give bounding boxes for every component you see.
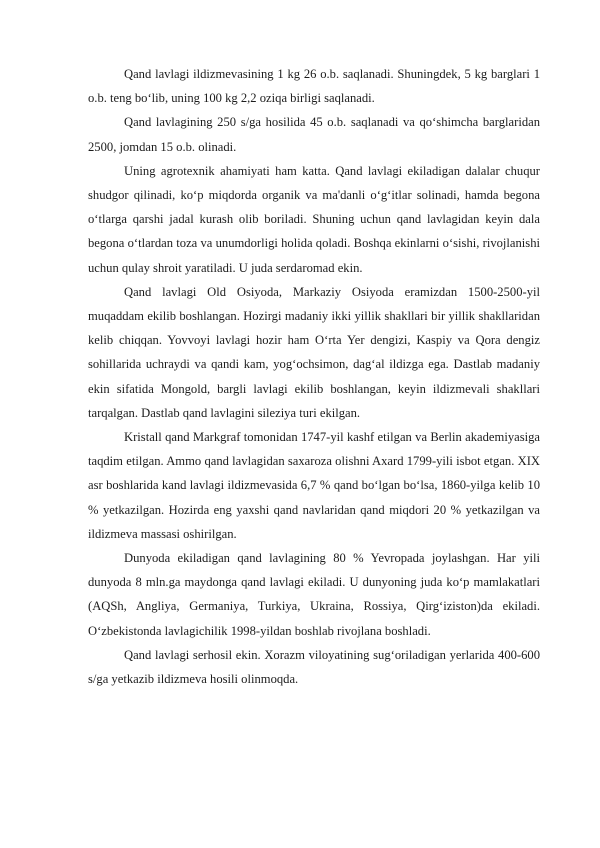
- paragraph-world-cultivation: Dunyoda ekiladigan qand lavlagining 80 % Yevropada joylashgan. Har yili dunyoda 8 mln.ga maydonga qand lavlagi ekiladi. U dunyoning juda ko‘p mamlakatlari (AQSh, Angliya, Germaniya, Turkiya, Ukraina, Rossiya, Qirg‘iziston)da ekiladi. O‘zbekistonda lavlagichilik 1998-yildan boshlab rivojlana boshladi.: [88, 551, 540, 638]
- paragraph-khorezm-yield: Qand lavlagi serhosil ekin. Xorazm viloyatining sug‘oriladigan yerlarida 400-600 s/ga yetkazib ildizmeva hosili olinmoqda.: [88, 647, 540, 687]
- paragraph-history: Qand lavlagi Old Osiyoda, Markaziy Osiyoda eramizdan 1500-2500-yil muqaddam ekilib boshlangan. Hozirgi madaniy ikki yillik shakllari bir yillik shakllaridan kelib chiqqan. Yovvoyi lavlagi hozir ham O‘rta Yer dengizi, Kaspiy va Qora dengiz sohillarida uchraydi va qandi kam, yog‘ochsimon, dag‘al ildizga ega. Dastlab madaniy ekin sifatida Mongold, bargli lavlagi ekilib boshlangan, keyin ildizmevali shakllari tarqalgan. Dastlab qand lavlagini sileziya turi ekilgan.: [88, 284, 540, 420]
- paragraph-sugar-discovery: Kristall qand Markgraf tomonidan 1747-yil kashf etilgan va Berlin akademiyasiga taqdim etilgan. Ammo qand lavlagidan saxaroza olishni Axard 1799-yili isbot etgan. XIX asr boshlarida kand lavlagi ildizmevasida 6,7 % qand bo‘lgan bo‘lsa, 1860-yilga kelib 10 % yetkazilgan. Hozirda eng yaxshi qand navlaridan qand miqdori 20 % yetkazilgan va ildizmeva massasi oshirilgan.: [88, 430, 540, 541]
- paragraph-nutrition: Qand lavlagi ildizmevasining 1 kg 26 o.b. saqlanadi. Shuningdek, 5 kg barglari 1 o.b. teng bo‘lib, uning 100 kg 2,2 oziqa birligi saqlanadi.: [88, 67, 540, 106]
- document-body: [88, 62, 540, 691]
- paragraph-yield-units: Qand lavlagining 250 s/ga hosilida 45 o.b. saqlanadi va qo‘shimcha barglaridan 2500, jomdan 15 o.b. olinadi.: [88, 115, 540, 154]
- paragraph-agrotechnical: Uning agrotexnik ahamiyati ham katta. Qand lavlagi ekiladigan dalalar chuqur shudgor qilinadi, ko‘p miqdorda organik va ma'danli o‘g‘itlar solinadi, hamda begona o‘tlarga qarshi jadal kurash olib boriladi. Shuning uchun qand lavlagidan keyin dala begona o‘tlardan toza va unumdorligi holida qoladi. Boshqa ekinlarni o‘sishi, rivojlanishi uchun qulay shroit yaratiladi. U juda serdaromad ekin.: [88, 163, 540, 275]
